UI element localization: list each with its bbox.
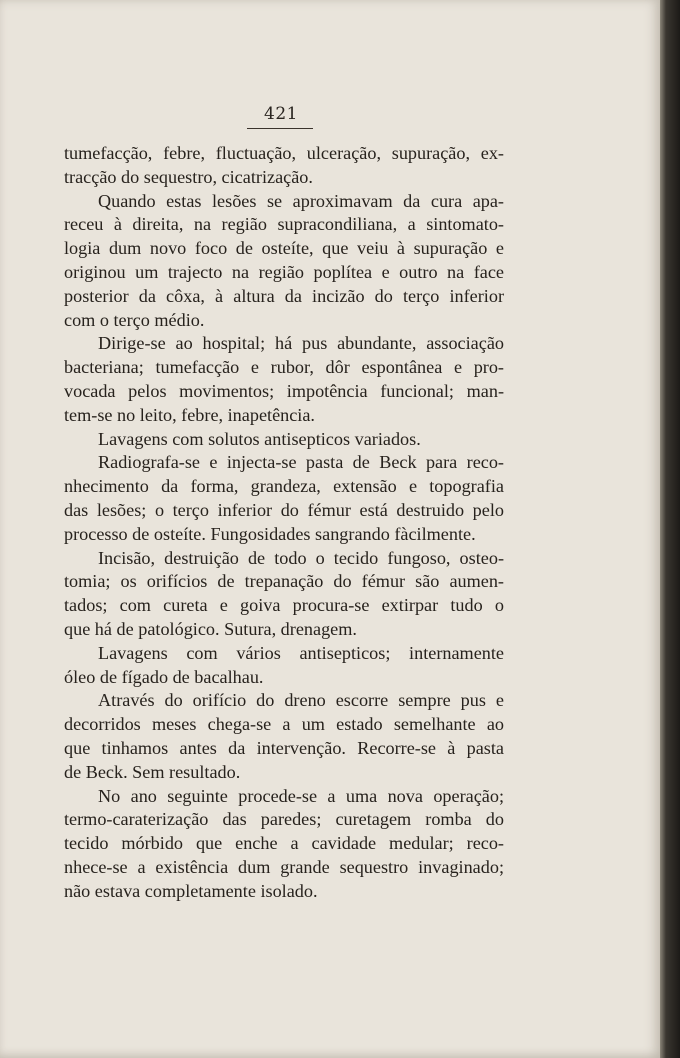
page-number: 421	[264, 104, 298, 124]
text-line: tem-se no leito, febre, inapetência.	[64, 404, 315, 425]
page-number-rule	[247, 128, 313, 129]
body-text	[64, 142, 504, 904]
paragraph	[64, 785, 504, 904]
text-line: nhece-se a existência dum grande sequestro invaginado;	[64, 856, 504, 877]
text-line: vocada pelos movimentos; impotência funcional; man-	[64, 380, 504, 401]
text-line: óleo de fígado de bacalhau.	[64, 666, 264, 687]
text-line: tracção do sequestro, cicatrização.	[64, 166, 313, 187]
text-line: com o terço médio.	[64, 309, 205, 330]
text-line: tumefacção, febre, fluctuação, ulceração, supuração, ex-	[64, 143, 504, 163]
text-line: Dirige-se ao hospital; há pus abundante, associação	[98, 333, 504, 354]
text-line: decorridos meses chega-se a um estado semelhante ao	[64, 714, 504, 735]
text-line: das lesões; o terço inferior do fémur está destruido pelo	[64, 499, 504, 520]
paragraph	[64, 642, 504, 690]
text-line: Através do orifício do dreno escorre sempre pus e	[98, 690, 504, 711]
text-line: No ano seguinte procede-se a uma nova operação;	[98, 785, 504, 806]
text-line: não estava completamente isolado.	[64, 880, 318, 901]
text-line: de Beck. Sem resultado.	[64, 761, 241, 782]
text-line: bacteriana; tumefacção e rubor, dôr espontânea e pro-	[64, 357, 504, 378]
text-line: nhecimento da forma, grandeza, extensão e topografia	[64, 476, 504, 497]
text-line: termo-caraterização das paredes; curetagem romba do	[64, 809, 504, 830]
paragraph	[64, 142, 504, 190]
paragraph	[64, 689, 504, 784]
paragraph	[64, 547, 504, 642]
text-line: tecido mórbido que enche a cavidade medular; reco-	[64, 833, 504, 854]
text-line: Lavagens com solutos antisepticos variados.	[98, 428, 421, 449]
text-line: Quando estas lesões se aproximavam da cura apa-	[98, 190, 504, 211]
text-line: tados; com cureta e goiva procura-se extirpar tudo o	[64, 595, 504, 616]
text-line: que tinhamos antes da intervenção. Recorre-se à pasta	[64, 737, 504, 758]
text-line: posterior da côxa, à altura da incizão do terço inferior	[64, 285, 504, 306]
text-line: originou um trajecto na região poplítea e outro na face	[64, 261, 504, 282]
text-line: processo de osteíte. Fungosidades sangrando fàcilmente.	[64, 523, 476, 544]
paragraph	[64, 190, 504, 333]
paragraph	[64, 428, 504, 452]
text-line: tomia; os orifícios de trepanação do fémur são aumen-	[64, 571, 504, 592]
book-binding-edge	[660, 0, 680, 1058]
text-line: Radiografa-se e injecta-se pasta de Beck para reco-	[98, 452, 504, 473]
text-line: Incisão, destruição de todo o tecido fungoso, osteo-	[98, 547, 504, 568]
text-line: que há de patológico. Sutura, drenagem.	[64, 618, 357, 639]
text-line: Lavagens com vários antisepticos; internamente	[98, 642, 504, 663]
paragraph	[64, 332, 504, 427]
paragraph	[64, 451, 504, 546]
text-line: logia dum novo foco de osteíte, que veiu à supuração e	[64, 238, 504, 259]
text-line: receu à direita, na região supracondiliana, a sintomato-	[64, 214, 504, 235]
